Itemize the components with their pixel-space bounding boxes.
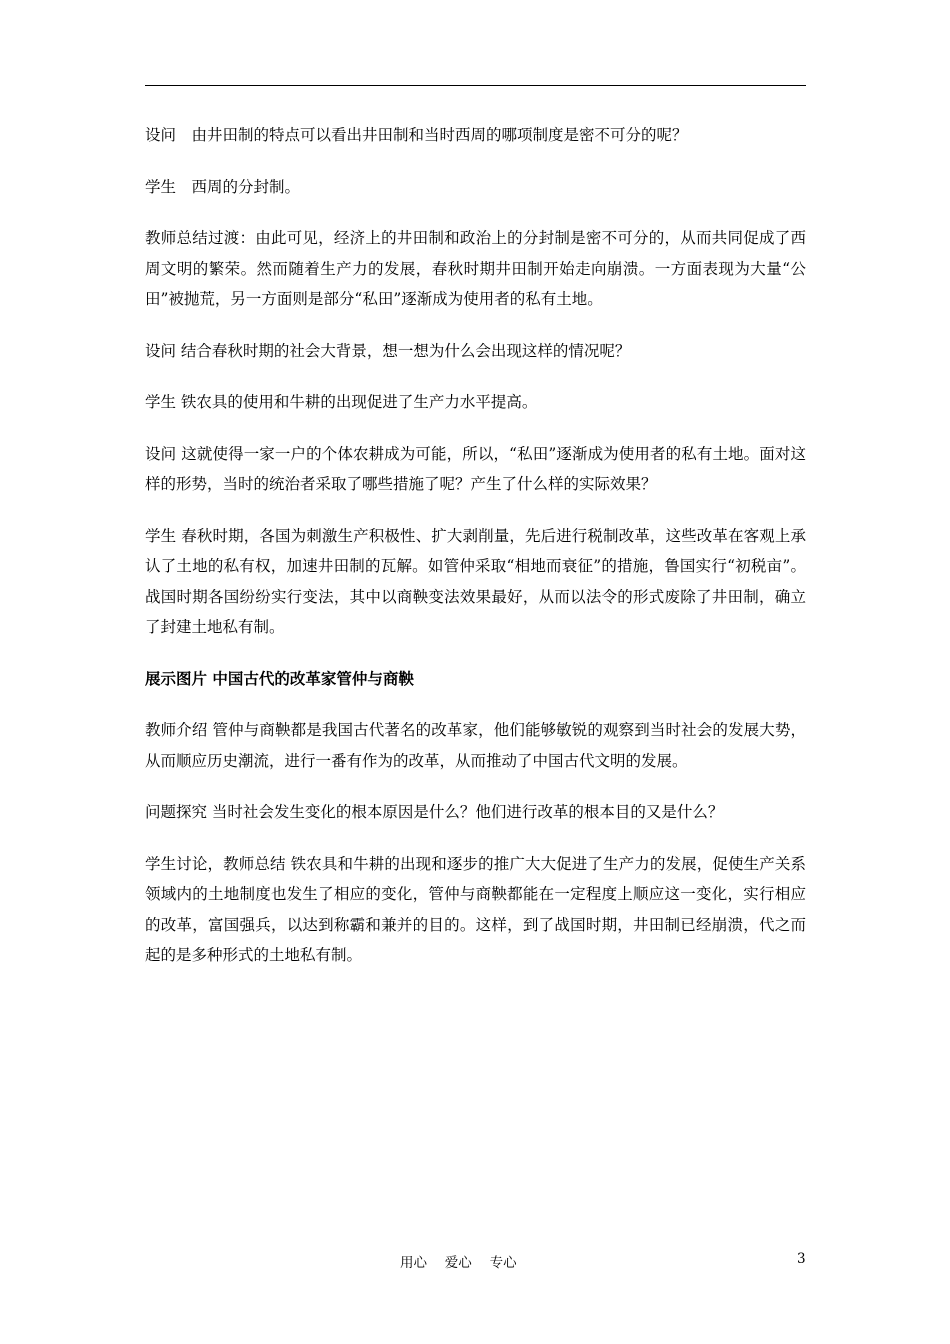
page-number: 3 — [797, 1251, 806, 1267]
header-rule — [145, 85, 806, 86]
paragraph-2: 学生 西周的分封制。 — [145, 177, 301, 196]
footer-motto: 用心 爱心 专心 — [400, 1255, 517, 1271]
section-heading: 展示图片 中国古代的改革家管仲与商鞅 — [145, 668, 414, 688]
page-footer — [0, 1251, 950, 1271]
paragraph-4: 设问 结合春秋时期的社会大背景，想一想为什么会出现这样的情况呢？ — [145, 341, 631, 360]
paragraph-11: 学生讨论，教师总结 铁农具和牛耕的出现和逐步的推广大大促进了生产力的发展，促使生产关系领域内的土地制度也发生了相应的变化，管仲与商鞅都能在一定程度上顺应这一变化，实行相应的改革，富国强兵，以达到称霸和兼并的目的。这样，到了战国时期，井田制已经崩溃，代之而起的是多种形式的土地私有制。 — [145, 854, 806, 964]
paragraph-5: 学生 铁农具的使用和牛耕的出现促进了生产力水平提高。 — [145, 393, 538, 411]
paragraph-3: 教师总结过渡：由此可见，经济上的井田制和政治上的分封制是密不可分的，从而共同促成了西周文明的繁荣。然而随着生产力的发展，春秋时期井田制开始走向崩溃。一方面表现为大量“公田”被抛荒，另一方面则是部分“私田”逐渐成为使用者的私有土地。 — [145, 229, 806, 308]
paragraph-7: 学生 春秋时期，各国为刺激生产积极性、扩大剥削量，先后进行税制改革，这些改革在客观上承认了土地的私有权，加速井田制的瓦解。如管仲采取“相地而衰征”的措施，鲁国实行“初税亩”。战国时期各国纷纷实行变法，其中以商鞅变法效果最好，从而以法令的形式废除了井田制，确立了封建土地私有制。 — [145, 526, 806, 636]
paragraph-1: 设问 由井田制的特点可以看出井田制和当时西周的哪项制度是密不可分的呢？ — [145, 126, 688, 144]
paragraph-6: 设问 这就使得一家一户的个体农耕成为可能，所以，“私田”逐渐成为使用者的私有土地。面对这样的形势，当时的统治者采取了哪些措施了呢？产生了什么样的实际效果？ — [145, 444, 806, 493]
document-body — [145, 120, 806, 971]
paragraph-10: 问题探究 当时社会发生变化的根本原因是什么？他们进行改革的根本目的又是什么？ — [145, 803, 724, 821]
paragraph-9: 教师介绍 管仲与商鞅都是我国古代著名的改革家，他们能够敏锐的观察到当时社会的发展大势，从而顺应历史潮流，进行一番有作为的改革，从而推动了中国古代文明的发展。 — [145, 721, 806, 770]
